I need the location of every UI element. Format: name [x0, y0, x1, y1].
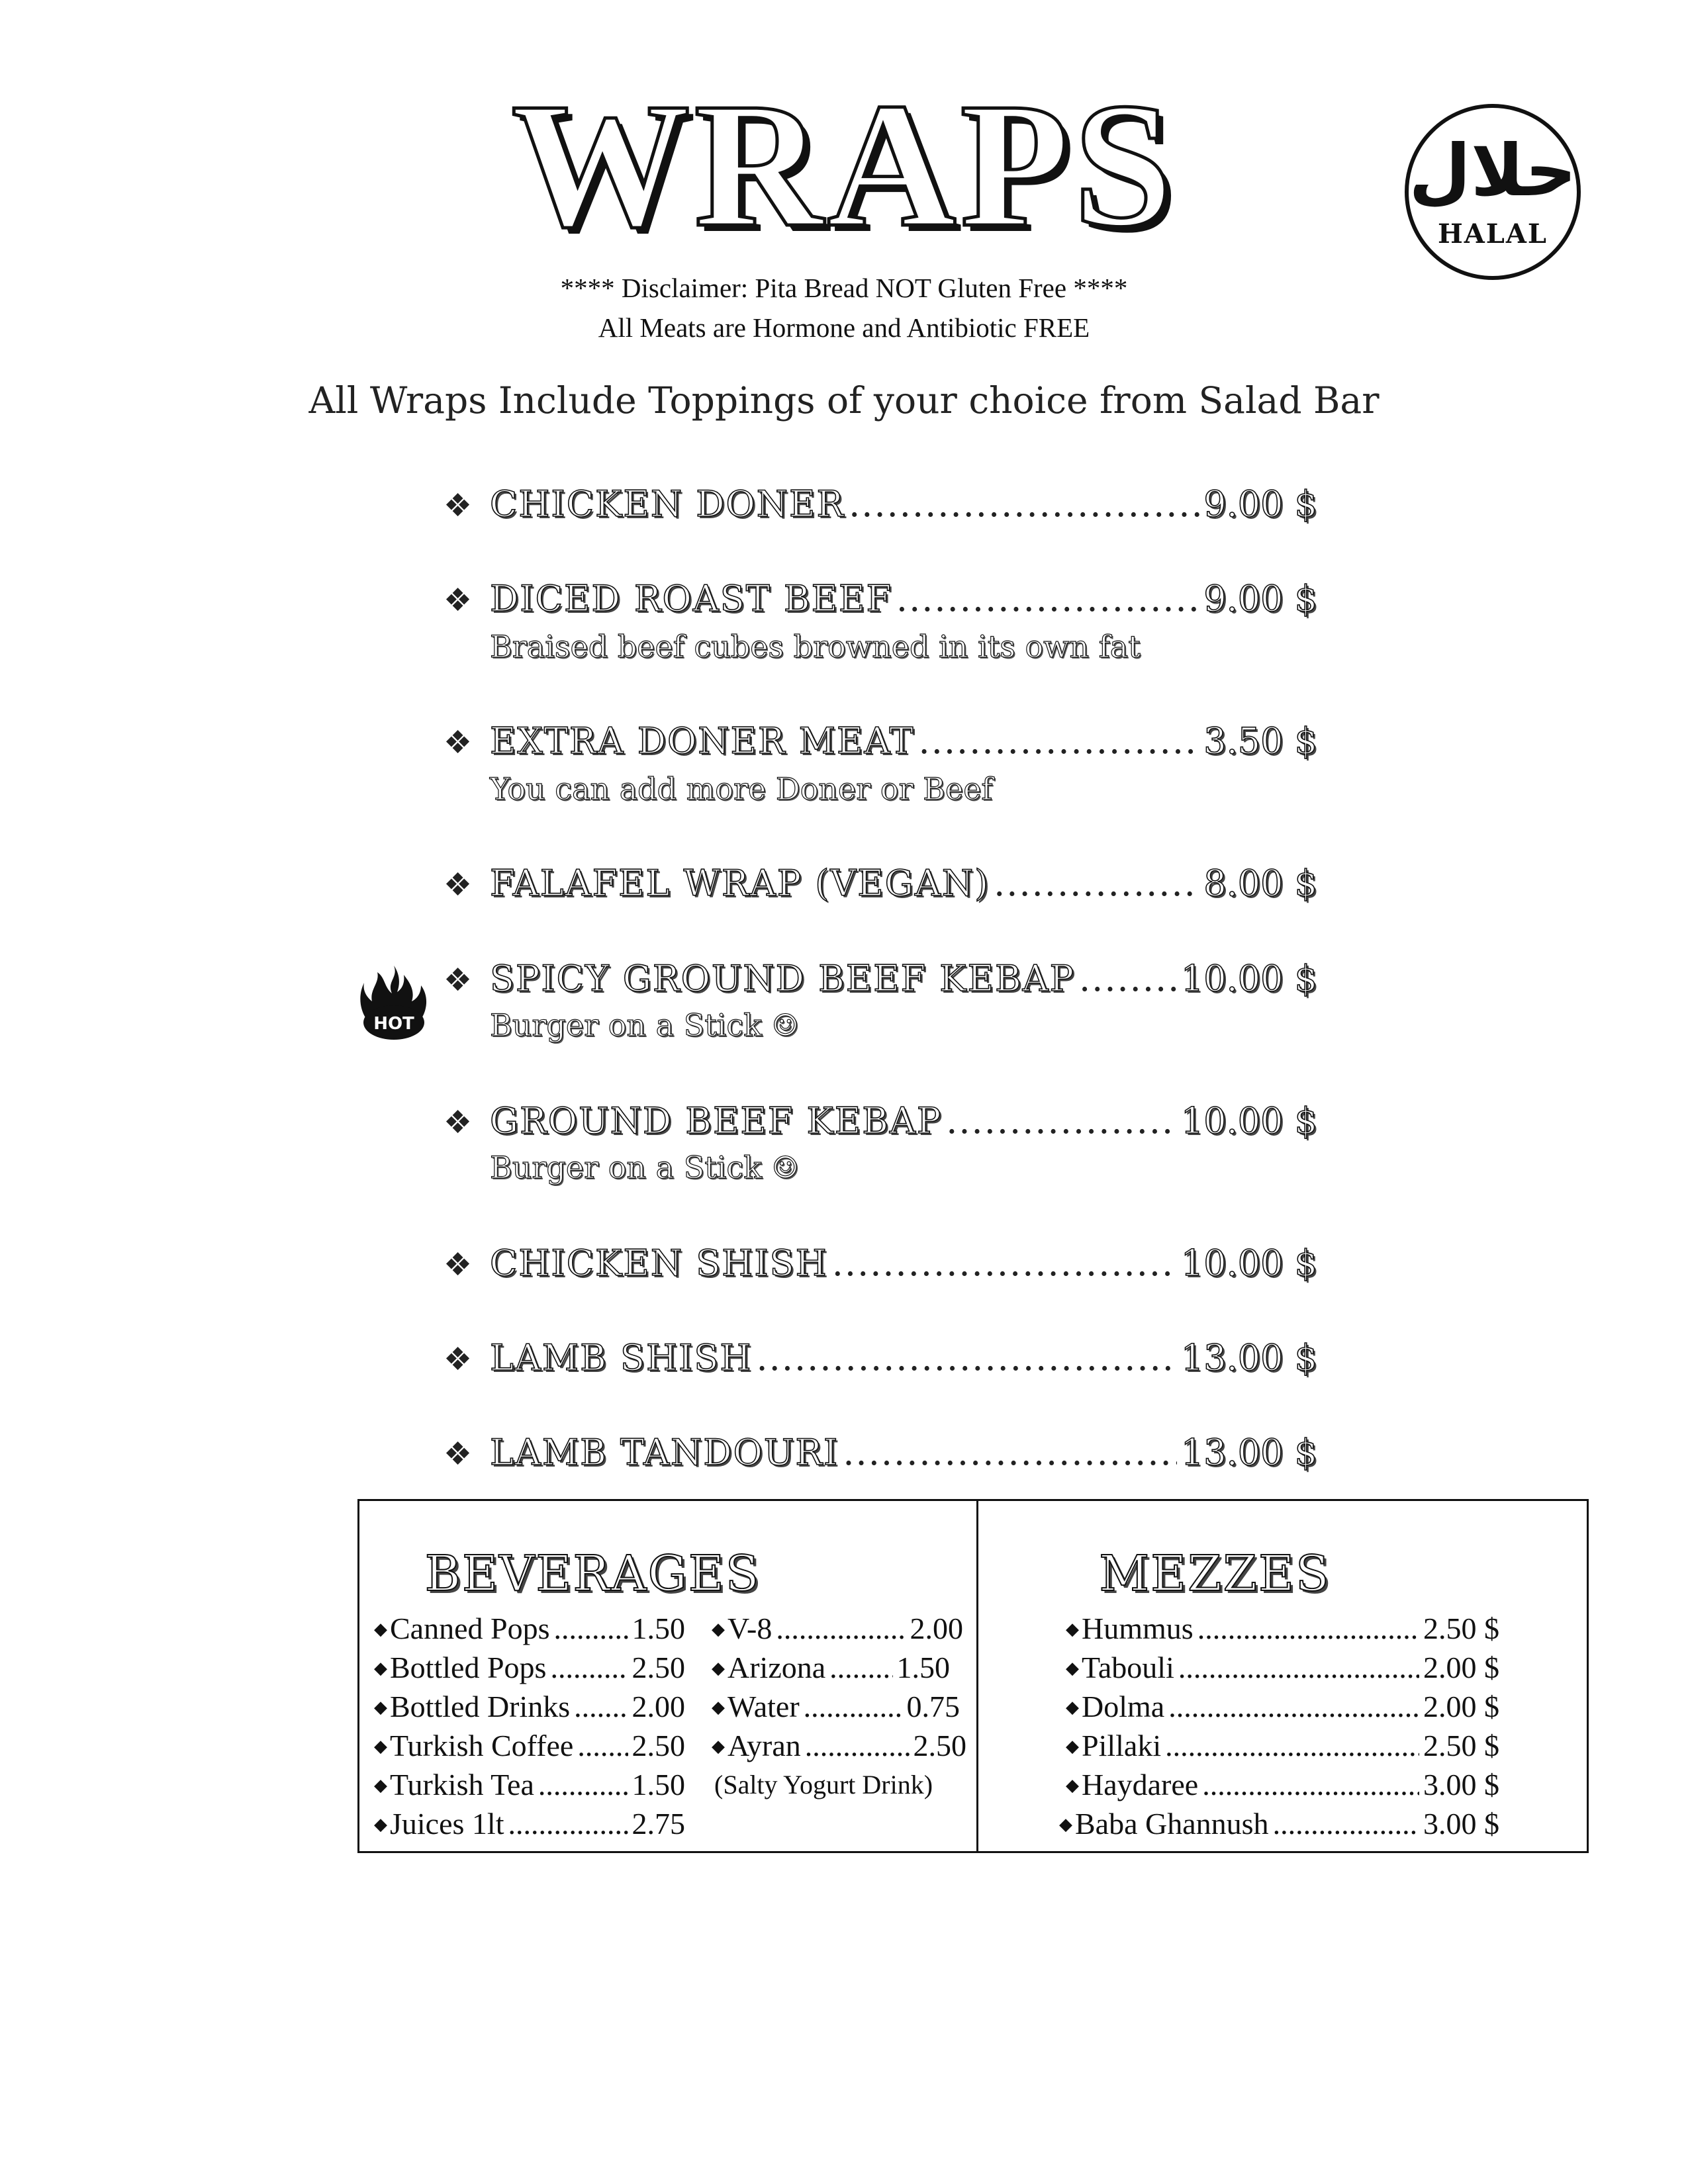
menu-item	[444, 958, 1317, 1011]
halal-arabic-text: حلال	[1409, 130, 1577, 212]
leader-dots	[849, 483, 1199, 525]
mezze-price: 3.00 $	[1423, 1768, 1499, 1801]
item-price: 8.00 $	[1203, 862, 1317, 904]
item-description: Burger on a Stick ☺	[490, 1007, 799, 1043]
list-item	[1059, 1805, 1499, 1844]
diamond-bullet-icon: ◆	[374, 1776, 387, 1796]
list-item	[374, 1649, 685, 1688]
four-diamond-bullet-icon: ❖	[444, 1435, 473, 1473]
item-price: 10.00 $	[1180, 1242, 1317, 1284]
item-price: 13.00 $	[1180, 1432, 1317, 1473]
mezzes-heading: MEZZES	[1099, 1545, 1331, 1602]
leader-dots	[1168, 1688, 1419, 1727]
beverage-name: Ayran	[727, 1729, 801, 1762]
beverage-price: 1.50	[632, 1612, 685, 1645]
leader-dots	[805, 1727, 910, 1766]
four-diamond-bullet-icon: ❖	[444, 582, 473, 619]
mezze-price: 2.50 $	[1423, 1612, 1499, 1645]
list-item	[374, 1688, 685, 1727]
menu-item	[444, 578, 1317, 631]
beverage-price: 2.00	[632, 1690, 685, 1723]
mezze-name: Hummus	[1082, 1612, 1194, 1645]
leader-dots	[1197, 1610, 1419, 1649]
halal-label: HALAL	[1437, 218, 1548, 250]
beverage-price: 1.50	[632, 1768, 685, 1801]
item-description: Burger on a Stick ☺	[490, 1150, 799, 1185]
beverage-name: Juices 1lt	[390, 1807, 504, 1841]
diamond-bullet-icon: ◆	[1066, 1737, 1079, 1756]
leader-dots	[896, 578, 1199, 619]
beverage-price: 2.75	[632, 1807, 685, 1841]
mezze-name: Tabouli	[1082, 1651, 1174, 1684]
mezze-name: Haydaree	[1082, 1768, 1199, 1801]
diamond-bullet-icon: ◆	[1066, 1776, 1079, 1796]
menu-item	[444, 483, 1317, 536]
diamond-bullet-icon: ◆	[374, 1619, 387, 1639]
page-title: WRAPS	[511, 66, 1177, 264]
list-item	[712, 1610, 963, 1649]
leader-dots	[757, 1337, 1177, 1379]
item-price: 10.00 $	[1180, 958, 1317, 999]
item-name: FALAFEL WRAP (VEGAN)	[490, 862, 990, 904]
list-item	[374, 1805, 685, 1844]
diamond-bullet-icon: ◆	[1066, 1659, 1079, 1678]
diamond-bullet-icon: ◆	[374, 1698, 387, 1717]
leader-dots	[508, 1805, 628, 1844]
leader-dots	[1079, 958, 1177, 999]
four-diamond-bullet-icon: ❖	[444, 1246, 473, 1283]
list-item	[1066, 1688, 1499, 1727]
ayran-note: (Salty Yogurt Drink)	[714, 1770, 933, 1799]
item-price: 13.00 $	[1180, 1337, 1317, 1379]
list-item	[712, 1649, 950, 1688]
leader-dots	[804, 1688, 903, 1727]
list-item	[1066, 1649, 1499, 1688]
beverage-name: Turkish Coffee	[390, 1729, 574, 1762]
beverage-price: 2.50	[913, 1729, 966, 1762]
beverage-price: 0.75	[906, 1690, 960, 1723]
beverage-name: V-8	[727, 1612, 773, 1645]
menu-item	[444, 862, 1317, 915]
leader-dots	[946, 1100, 1177, 1142]
leader-dots	[550, 1649, 628, 1688]
leader-dots	[1165, 1727, 1419, 1766]
toppings-note: All Wraps Include Toppings of your choice from Salad Bar	[308, 379, 1380, 422]
item-name: CHICKEN SHISH	[490, 1242, 828, 1284]
leader-dots	[577, 1727, 628, 1766]
list-item	[1066, 1610, 1499, 1649]
diamond-bullet-icon: ◆	[374, 1737, 387, 1756]
beverages-column-1	[374, 1610, 685, 1844]
list-item	[374, 1727, 685, 1766]
leader-dots	[554, 1610, 628, 1649]
list-item	[374, 1610, 685, 1649]
beverage-name: Arizona	[727, 1651, 826, 1684]
beverage-name: Water	[727, 1690, 800, 1723]
item-price: 10.00 $	[1180, 1100, 1317, 1142]
beverages-heading: BEVERAGES	[424, 1545, 761, 1602]
box-divider	[976, 1499, 978, 1853]
beverage-name: Bottled Drinks	[390, 1690, 571, 1723]
mezze-price: 2.50 $	[1423, 1729, 1499, 1762]
diamond-bullet-icon: ◆	[712, 1619, 725, 1639]
menu-item	[444, 1432, 1317, 1484]
diamond-bullet-icon: ◆	[374, 1815, 387, 1835]
leader-dots	[1273, 1805, 1419, 1844]
diamond-bullet-icon: ◆	[712, 1698, 725, 1717]
item-price: 9.00 $	[1203, 578, 1317, 619]
diamond-bullet-icon: ◆	[1066, 1698, 1079, 1717]
four-diamond-bullet-icon: ❖	[444, 724, 473, 761]
list-item	[712, 1688, 960, 1727]
leader-dots	[1202, 1766, 1419, 1805]
diamond-bullet-icon: ◆	[1059, 1815, 1072, 1835]
item-name: GROUND BEEF KEBAP	[490, 1100, 943, 1142]
four-diamond-bullet-icon: ❖	[444, 866, 473, 903]
beverage-price: 2.50	[632, 1651, 685, 1684]
mezze-name: Baba Ghannush	[1075, 1807, 1269, 1841]
list-item	[374, 1766, 685, 1805]
beverage-price: 2.50	[632, 1729, 685, 1762]
leader-dots	[919, 720, 1200, 762]
leader-dots	[1178, 1649, 1419, 1688]
item-description: You can add more Doner or Beef	[490, 771, 993, 807]
beverage-name: Canned Pops	[390, 1612, 550, 1645]
halal-seal-icon	[1403, 103, 1582, 281]
menu-item	[444, 1242, 1317, 1295]
diamond-bullet-icon: ◆	[712, 1659, 725, 1678]
menu-item	[444, 1100, 1317, 1153]
item-name: CHICKEN DONER	[490, 483, 845, 525]
item-name: LAMB SHISH	[490, 1337, 753, 1379]
item-price: 3.50 $	[1203, 720, 1317, 762]
beverage-name: Turkish Tea	[390, 1768, 534, 1801]
mezzes-list	[1059, 1610, 1499, 1844]
beverage-name: Bottled Pops	[390, 1651, 547, 1684]
disclaimer-line-1: **** Disclaimer: Pita Bread NOT Gluten Free ****	[560, 273, 1128, 303]
four-diamond-bullet-icon: ❖	[444, 962, 473, 999]
mezze-price: 3.00 $	[1423, 1807, 1499, 1841]
mezze-name: Dolma	[1082, 1690, 1165, 1723]
flame-hot-icon	[357, 963, 430, 1042]
leader-dots	[994, 862, 1199, 904]
list-item	[712, 1727, 966, 1766]
item-description: Braised beef cubes browned in its own fat	[490, 629, 1141, 664]
disclaimer-line-2: All Meats are Hormone and Antibiotic FREE	[598, 312, 1090, 343]
leader-dots	[843, 1432, 1177, 1473]
mezze-price: 2.00 $	[1423, 1690, 1499, 1723]
leader-dots	[829, 1649, 892, 1688]
hot-label: HOT	[373, 1014, 414, 1034]
item-name: LAMB TANDOURI	[490, 1432, 839, 1473]
beverage-price: 2.00	[910, 1612, 963, 1645]
four-diamond-bullet-icon: ❖	[444, 1341, 473, 1378]
leader-dots	[776, 1610, 906, 1649]
leader-dots	[574, 1688, 628, 1727]
diamond-bullet-icon: ◆	[712, 1737, 725, 1756]
list-item	[1066, 1766, 1499, 1805]
four-diamond-bullet-icon: ❖	[444, 1104, 473, 1141]
item-name: SPICY GROUND BEEF KEBAP	[490, 958, 1076, 999]
menu-item	[444, 1337, 1317, 1390]
diamond-bullet-icon: ◆	[1066, 1619, 1079, 1639]
item-name: EXTRA DONER MEAT	[490, 720, 915, 762]
diamond-bullet-icon: ◆	[374, 1659, 387, 1678]
mezze-name: Pillaki	[1082, 1729, 1162, 1762]
four-diamond-bullet-icon: ❖	[444, 487, 473, 524]
list-item	[1066, 1727, 1499, 1766]
item-price: 9.00 $	[1203, 483, 1317, 525]
item-name: DICED ROAST BEEF	[490, 578, 892, 619]
mezze-price: 2.00 $	[1423, 1651, 1499, 1684]
beverage-price: 1.50	[896, 1651, 950, 1684]
leader-dots	[538, 1766, 628, 1805]
menu-item	[444, 720, 1317, 773]
beverages-column-2	[712, 1610, 966, 1803]
leader-dots	[832, 1242, 1177, 1284]
